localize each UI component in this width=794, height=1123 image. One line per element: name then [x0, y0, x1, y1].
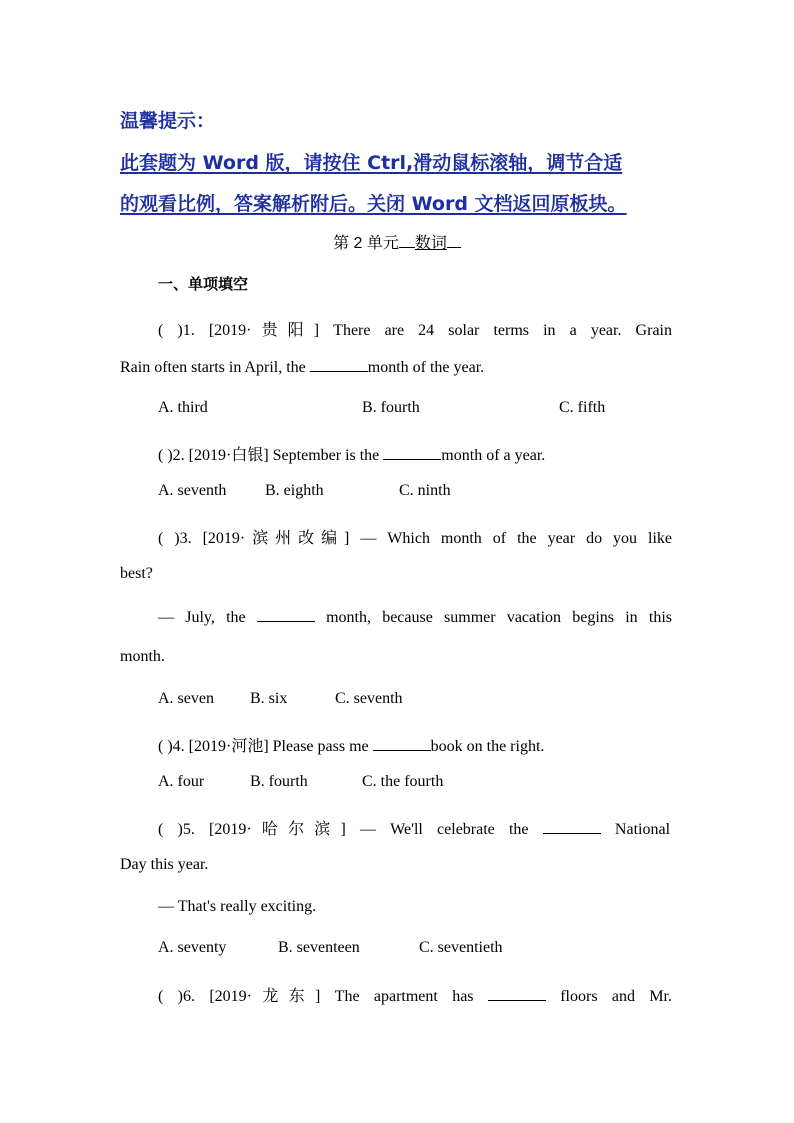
q1-line-1: ( )1. [2019·贵阳] There are 24 solar terms in a year. Grain — [158, 322, 672, 339]
q3-option-a[interactable]: A. seven — [158, 690, 214, 707]
q2-line-1-pre: ( )2. [2019·白银] September is the — [158, 447, 380, 464]
q6-line-1-post: floors and Mr. — [560, 988, 672, 1005]
q6-blank[interactable] — [488, 986, 546, 1001]
q1-option-c[interactable]: C. fifth — [559, 399, 606, 416]
q2-blank[interactable] — [383, 445, 441, 460]
unit-topic: 数词 — [414, 235, 447, 252]
q4-blank[interactable] — [373, 736, 431, 751]
tip-line-1: 此套题为 Word 版，请按住 Ctrl,滑动鼠标滚轴，调节合适 — [120, 152, 623, 174]
q1-option-a[interactable]: A. third — [158, 399, 208, 416]
q1-line-2-pre: Rain often starts in April, the — [120, 359, 306, 376]
unit-title — [0, 230, 794, 253]
q3-line-2: best? — [120, 565, 153, 582]
q5-blank[interactable] — [543, 819, 601, 834]
q3-line-1: ( )3. [2019·滨州改编] — Which month of the year do you like — [158, 530, 672, 547]
section-title: 一、单项填空 — [158, 275, 249, 293]
q5-option-b[interactable]: B. seventeen — [278, 939, 360, 956]
unit-underline-tail — [447, 231, 461, 248]
q6-line-1 — [158, 983, 672, 1006]
q3-option-c[interactable]: C. seventh — [335, 690, 403, 707]
q5-line-1-post: National — [614, 821, 671, 838]
q5-option-a[interactable]: A. seventy — [158, 939, 227, 956]
q3-line-4: month. — [120, 648, 165, 665]
unit-underline-gap — [399, 231, 415, 248]
q1-line-2-post: month of the year. — [367, 359, 485, 376]
q5-line-2: Day this year. — [120, 856, 209, 873]
q5-option-c[interactable]: C. seventieth — [419, 939, 503, 956]
q1-line-2 — [120, 357, 484, 377]
q4-option-a[interactable]: A. four — [158, 773, 205, 790]
q3-line-3-pre: — July, the — [158, 609, 246, 626]
q3-blank[interactable] — [257, 607, 315, 622]
q5-line-1 — [158, 816, 670, 839]
q2-option-b[interactable]: B. eighth — [265, 482, 324, 499]
q4-line-1 — [158, 733, 544, 756]
q3-line-3-post: month, because summer vacation begins in this — [326, 609, 673, 626]
q5-line-1-pre: ( )5. [2019·哈尔滨] — We'll celebrate the — [158, 821, 529, 838]
q2-option-a[interactable]: A. seventh — [158, 482, 227, 499]
q1-blank[interactable] — [310, 357, 368, 372]
q4-option-b[interactable]: B. fourth — [250, 773, 308, 790]
tip-line-2: 的观看比例，答案解析附后。关闭 Word 文档返回原板块。 — [120, 193, 627, 215]
q4-line-1-pre: ( )4. [2019·河池] Please pass me — [158, 738, 369, 755]
q6-line-1-pre: ( )6. [2019·龙东] The apartment has — [158, 988, 474, 1005]
q4-option-c[interactable]: C. the fourth — [362, 773, 444, 790]
q4-line-1-post: book on the right. — [430, 738, 545, 755]
q2-line-1 — [158, 442, 545, 465]
q2-option-c[interactable]: C. ninth — [399, 482, 451, 499]
tip-title: 温馨提示： — [120, 110, 216, 132]
q2-line-1-post: month of a year. — [441, 447, 546, 464]
q3-line-3 — [158, 607, 672, 627]
q1-option-b[interactable]: B. fourth — [362, 399, 420, 416]
q5-line-3: — That's really exciting. — [158, 898, 317, 915]
unit-number: 第 2 单元 — [333, 235, 399, 252]
q3-option-b[interactable]: B. six — [250, 690, 288, 707]
